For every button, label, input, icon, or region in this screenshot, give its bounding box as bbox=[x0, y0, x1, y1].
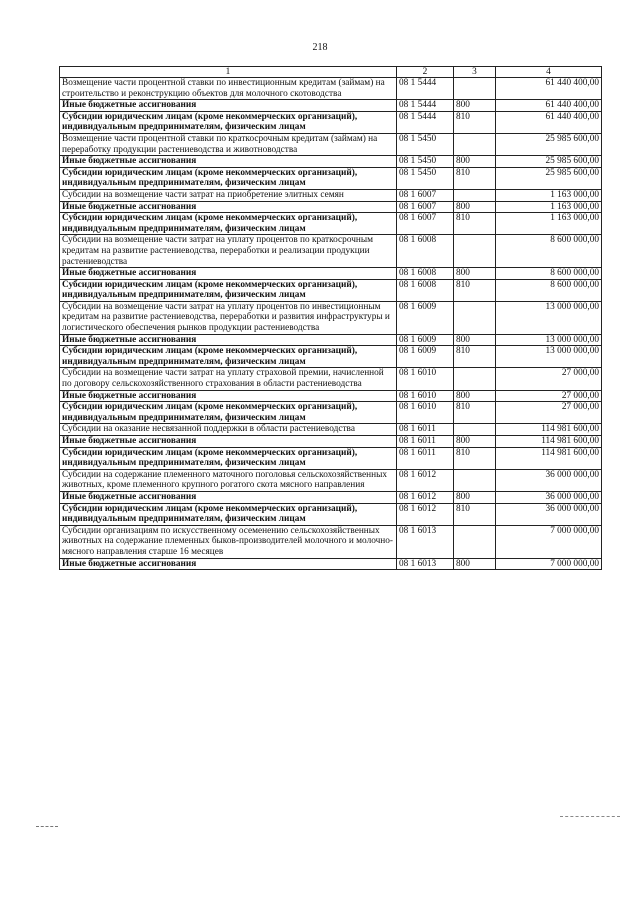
table-row bbox=[60, 133, 602, 155]
row-code-cell: 08 1 6007 bbox=[397, 213, 454, 235]
row-code-cell: 08 1 6008 bbox=[397, 235, 454, 268]
row-expense-type-cell bbox=[454, 235, 496, 268]
row-amount-cell: 8 600 000,00 bbox=[496, 268, 602, 280]
row-code-cell: 08 1 5450 bbox=[397, 156, 454, 168]
table-row bbox=[60, 167, 602, 189]
row-amount-cell: 25 985 600,00 bbox=[496, 133, 602, 155]
row-name-cell: Субсидии юридическим лицам (кроме некоммерческих организаций), индивидуальным предпринимателям, физическим лицам bbox=[60, 346, 397, 368]
table-row bbox=[60, 111, 602, 133]
row-amount-cell: 61 440 400,00 bbox=[496, 78, 602, 100]
row-expense-type-cell: 810 bbox=[454, 213, 496, 235]
table-row bbox=[60, 491, 602, 503]
row-name-cell: Субсидии на возмещение части затрат на уплату процентов по краткосрочным кредитам на развитие растениеводства, переработки и реализации продукции растениеводства bbox=[60, 235, 397, 268]
margin-mark-right bbox=[560, 816, 620, 817]
row-code-cell: 08 1 6011 bbox=[397, 436, 454, 448]
row-code-cell: 08 1 6008 bbox=[397, 279, 454, 301]
row-name-cell: Возмещение части процентной ставки по краткосрочным кредитам (займам) на переработку продукции растениеводства и животноводства bbox=[60, 133, 397, 155]
header-col-3: 3 bbox=[454, 67, 496, 78]
row-name-cell: Возмещение части процентной ставки по инвестиционным кредитам (займам) на строительство и реконструкцию объектов для молочного скотоводства bbox=[60, 78, 397, 100]
row-name-cell: Субсидии юридическим лицам (кроме некоммерческих организаций), индивидуальным предпринимателям, физическим лицам bbox=[60, 503, 397, 525]
row-code-cell: 08 1 5444 bbox=[397, 78, 454, 100]
row-amount-cell: 1 163 000,00 bbox=[496, 189, 602, 201]
table-header bbox=[60, 67, 602, 78]
row-name-cell: Субсидии на возмещение части затрат на уплату процентов по инвестиционным кредитам на развитие растениеводства, переработки и развития инфраструктуры и логистического обеспечения рынков продукции растениеводства bbox=[60, 301, 397, 334]
row-expense-type-cell bbox=[454, 424, 496, 436]
row-amount-cell: 7 000 000,00 bbox=[496, 525, 602, 558]
row-name-cell: Субсидии юридическим лицам (кроме некоммерческих организаций), индивидуальным предпринимателям, физическим лицам bbox=[60, 213, 397, 235]
row-amount-cell: 25 985 600,00 bbox=[496, 156, 602, 168]
row-name-cell: Субсидии на содержание племенного маточного поголовья сельскохозяйственных животных, кроме племенного крупного рогатого скота мясного направления bbox=[60, 469, 397, 491]
table-row bbox=[60, 390, 602, 402]
row-code-cell: 08 1 6008 bbox=[397, 268, 454, 280]
row-amount-cell: 13 000 000,00 bbox=[496, 301, 602, 334]
row-expense-type-cell: 810 bbox=[454, 167, 496, 189]
table-row bbox=[60, 156, 602, 168]
table-row bbox=[60, 346, 602, 368]
row-name-cell: Иные бюджетные ассигнования bbox=[60, 100, 397, 112]
row-expense-type-cell: 810 bbox=[454, 111, 496, 133]
row-expense-type-cell: 800 bbox=[454, 558, 496, 570]
table-row bbox=[60, 213, 602, 235]
header-col-1: 1 bbox=[60, 67, 397, 78]
row-expense-type-cell: 810 bbox=[454, 503, 496, 525]
row-amount-cell: 36 000 000,00 bbox=[496, 503, 602, 525]
table-row bbox=[60, 436, 602, 448]
row-code-cell: 08 1 6009 bbox=[397, 334, 454, 346]
row-code-cell: 08 1 6007 bbox=[397, 201, 454, 213]
header-col-2: 2 bbox=[397, 67, 454, 78]
row-amount-cell: 61 440 400,00 bbox=[496, 100, 602, 112]
row-expense-type-cell: 800 bbox=[454, 156, 496, 168]
row-expense-type-cell: 800 bbox=[454, 100, 496, 112]
row-expense-type-cell: 800 bbox=[454, 268, 496, 280]
row-name-cell: Субсидии юридическим лицам (кроме некоммерческих организаций), индивидуальным предпринимателям, физическим лицам bbox=[60, 402, 397, 424]
table-body bbox=[60, 78, 602, 570]
row-expense-type-cell bbox=[454, 189, 496, 201]
row-code-cell: 08 1 6010 bbox=[397, 390, 454, 402]
row-expense-type-cell bbox=[454, 78, 496, 100]
table-row bbox=[60, 78, 602, 100]
row-name-cell: Иные бюджетные ассигнования bbox=[60, 156, 397, 168]
row-name-cell: Субсидии юридическим лицам (кроме некоммерческих организаций), индивидуальным предпринимателям, физическим лицам bbox=[60, 279, 397, 301]
table-row bbox=[60, 424, 602, 436]
row-expense-type-cell: 800 bbox=[454, 436, 496, 448]
row-amount-cell: 27 000,00 bbox=[496, 402, 602, 424]
row-name-cell: Иные бюджетные ассигнования bbox=[60, 491, 397, 503]
table-row bbox=[60, 525, 602, 558]
row-code-cell: 08 1 6012 bbox=[397, 469, 454, 491]
row-name-cell: Субсидии на возмещение части затрат на уплату страховой премии, начисленной по договору сельскохозяйственного страхования в области растениеводства bbox=[60, 368, 397, 390]
row-code-cell: 08 1 6010 bbox=[397, 402, 454, 424]
row-expense-type-cell bbox=[454, 525, 496, 558]
row-expense-type-cell bbox=[454, 301, 496, 334]
row-name-cell: Субсидии юридическим лицам (кроме некоммерческих организаций), индивидуальным предпринимателям, физическим лицам bbox=[60, 447, 397, 469]
table-row bbox=[60, 368, 602, 390]
row-expense-type-cell bbox=[454, 133, 496, 155]
row-amount-cell: 61 440 400,00 bbox=[496, 111, 602, 133]
row-expense-type-cell: 800 bbox=[454, 491, 496, 503]
row-name-cell: Иные бюджетные ассигнования bbox=[60, 436, 397, 448]
row-name-cell: Иные бюджетные ассигнования bbox=[60, 201, 397, 213]
row-name-cell: Иные бюджетные ассигнования bbox=[60, 390, 397, 402]
row-code-cell: 08 1 6009 bbox=[397, 301, 454, 334]
table-row bbox=[60, 447, 602, 469]
row-name-cell: Субсидии на возмещение части затрат на приобретение элитных семян bbox=[60, 189, 397, 201]
row-expense-type-cell: 810 bbox=[454, 279, 496, 301]
row-code-cell: 08 1 6013 bbox=[397, 525, 454, 558]
row-amount-cell: 13 000 000,00 bbox=[496, 346, 602, 368]
table-row bbox=[60, 201, 602, 213]
table-row bbox=[60, 189, 602, 201]
row-code-cell: 08 1 5444 bbox=[397, 111, 454, 133]
row-name-cell: Иные бюджетные ассигнования bbox=[60, 268, 397, 280]
row-code-cell: 08 1 6012 bbox=[397, 503, 454, 525]
row-code-cell: 08 1 5444 bbox=[397, 100, 454, 112]
row-amount-cell: 114 981 600,00 bbox=[496, 447, 602, 469]
row-code-cell: 08 1 6011 bbox=[397, 424, 454, 436]
budget-table bbox=[59, 66, 602, 570]
row-expense-type-cell: 800 bbox=[454, 334, 496, 346]
row-amount-cell: 36 000 000,00 bbox=[496, 469, 602, 491]
row-expense-type-cell bbox=[454, 469, 496, 491]
row-amount-cell: 36 000 000,00 bbox=[496, 491, 602, 503]
row-code-cell: 08 1 6007 bbox=[397, 189, 454, 201]
row-amount-cell: 25 985 600,00 bbox=[496, 167, 602, 189]
row-amount-cell: 27 000,00 bbox=[496, 368, 602, 390]
table-row bbox=[60, 558, 602, 570]
table-row bbox=[60, 235, 602, 268]
table-row bbox=[60, 402, 602, 424]
row-expense-type-cell: 810 bbox=[454, 346, 496, 368]
row-code-cell: 08 1 6011 bbox=[397, 447, 454, 469]
table-row bbox=[60, 334, 602, 346]
row-amount-cell: 1 163 000,00 bbox=[496, 201, 602, 213]
table-row bbox=[60, 279, 602, 301]
row-expense-type-cell: 800 bbox=[454, 390, 496, 402]
row-code-cell: 08 1 5450 bbox=[397, 167, 454, 189]
table-row bbox=[60, 503, 602, 525]
row-expense-type-cell bbox=[454, 368, 496, 390]
row-code-cell: 08 1 6010 bbox=[397, 368, 454, 390]
row-expense-type-cell: 800 bbox=[454, 201, 496, 213]
row-amount-cell: 8 600 000,00 bbox=[496, 235, 602, 268]
row-name-cell: Субсидии организациям по искусственному осеменению сельскохозяйственных животных на содержание племенных быков-производителей молочного и молочно-мясного направления старше 16 месяцев bbox=[60, 525, 397, 558]
row-expense-type-cell: 810 bbox=[454, 402, 496, 424]
row-amount-cell: 8 600 000,00 bbox=[496, 279, 602, 301]
row-name-cell: Субсидии юридическим лицам (кроме некоммерческих организаций), индивидуальным предпринимателям, физическим лицам bbox=[60, 167, 397, 189]
row-code-cell: 08 1 6012 bbox=[397, 491, 454, 503]
table-row bbox=[60, 469, 602, 491]
row-amount-cell: 114 981 600,00 bbox=[496, 424, 602, 436]
row-code-cell: 08 1 5450 bbox=[397, 133, 454, 155]
row-name-cell: Иные бюджетные ассигнования bbox=[60, 558, 397, 570]
header-col-4: 4 bbox=[496, 67, 602, 78]
row-name-cell: Субсидии на оказание несвязанной поддержки в области растениеводства bbox=[60, 424, 397, 436]
row-code-cell: 08 1 6013 bbox=[397, 558, 454, 570]
table-row bbox=[60, 268, 602, 280]
row-amount-cell: 13 000 000,00 bbox=[496, 334, 602, 346]
table-row bbox=[60, 100, 602, 112]
row-amount-cell: 114 981 600,00 bbox=[496, 436, 602, 448]
table-row bbox=[60, 301, 602, 334]
margin-mark bbox=[36, 826, 58, 827]
page-number: 218 bbox=[312, 42, 328, 53]
row-amount-cell: 27 000,00 bbox=[496, 390, 602, 402]
row-amount-cell: 1 163 000,00 bbox=[496, 213, 602, 235]
row-name-cell: Иные бюджетные ассигнования bbox=[60, 334, 397, 346]
row-name-cell: Субсидии юридическим лицам (кроме некоммерческих организаций), индивидуальным предпринимателям, физическим лицам bbox=[60, 111, 397, 133]
row-amount-cell: 7 000 000,00 bbox=[496, 558, 602, 570]
header-row bbox=[60, 67, 602, 78]
row-code-cell: 08 1 6009 bbox=[397, 346, 454, 368]
row-expense-type-cell: 810 bbox=[454, 447, 496, 469]
